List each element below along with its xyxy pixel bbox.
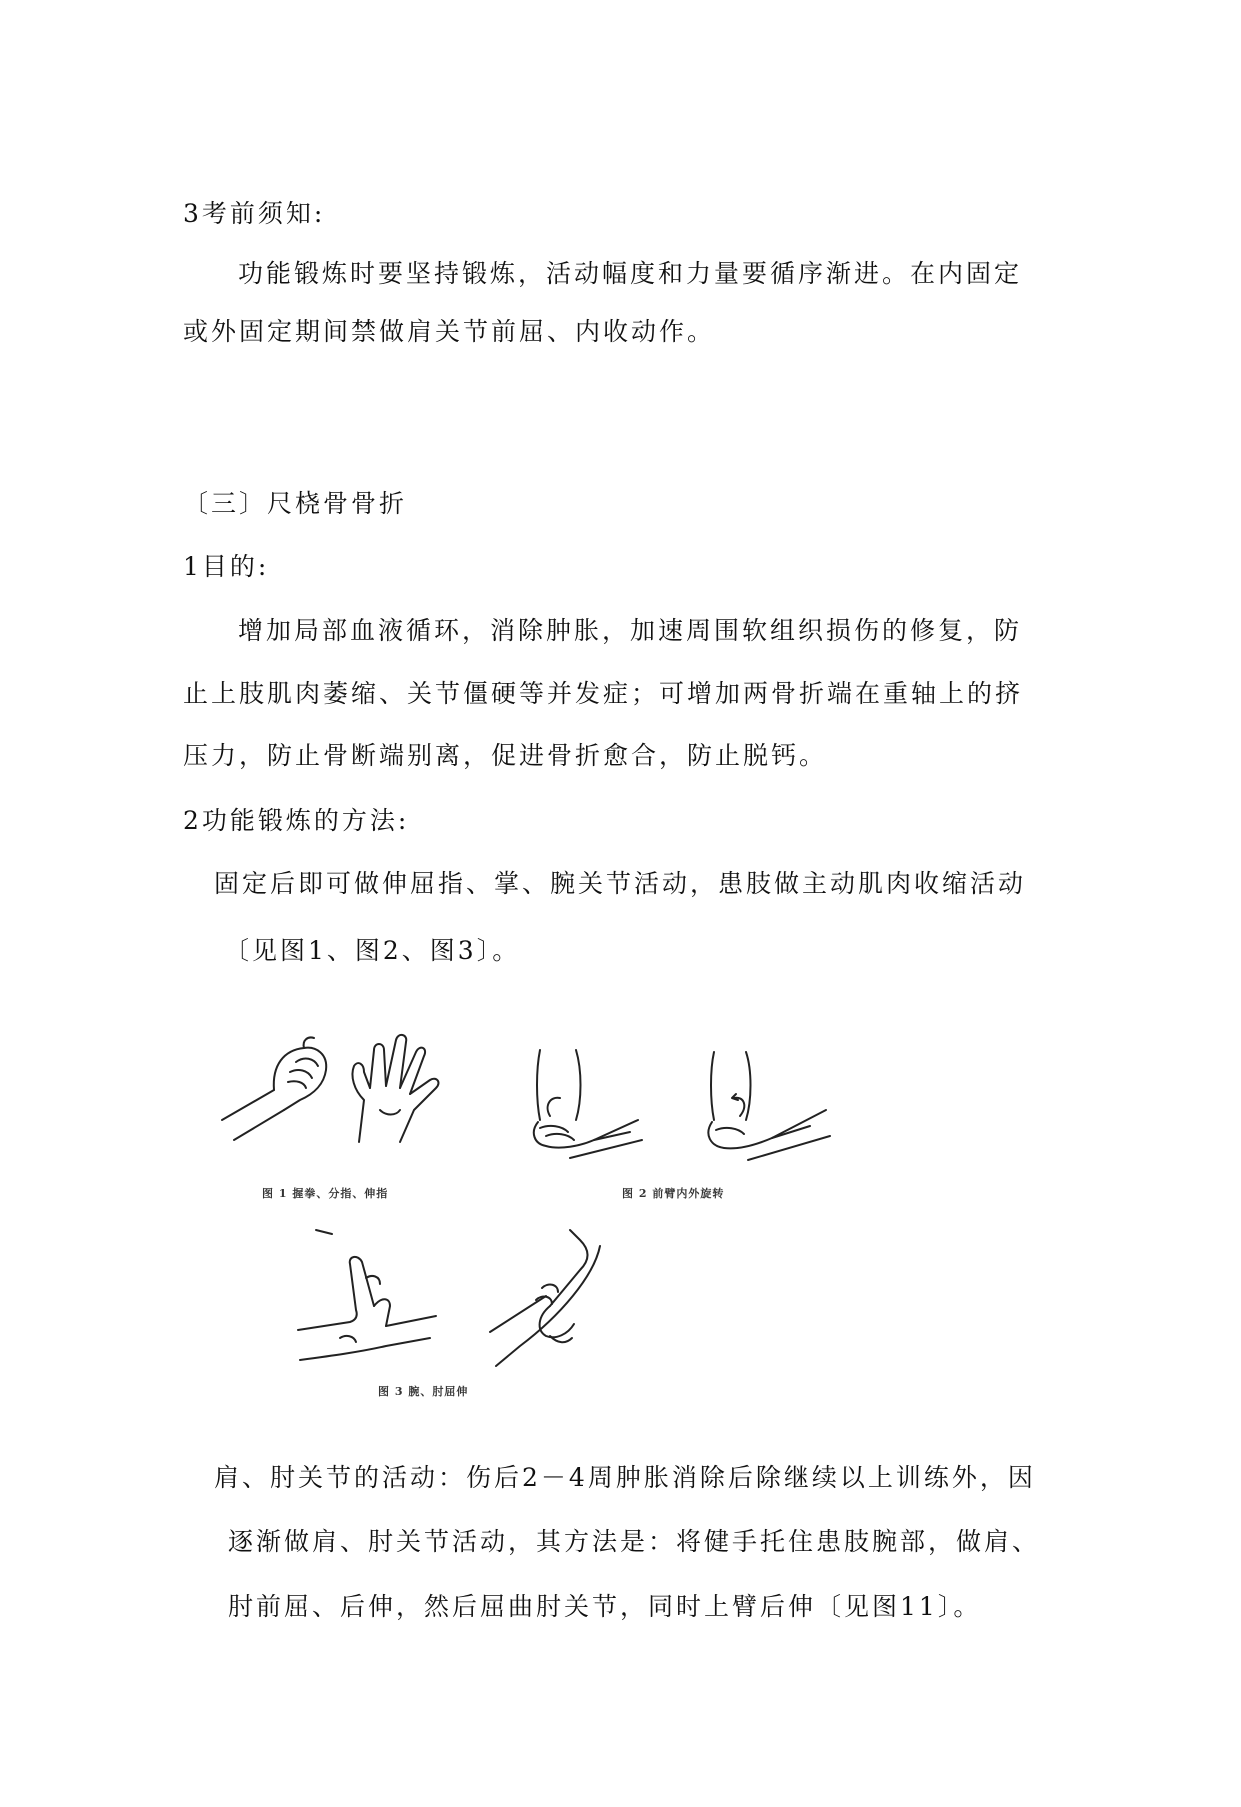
paragraph-line: 〔见图1、图2、图3〕。 <box>224 936 521 965</box>
paragraph-line: 止上肢肌肉萎缩、关节僵硬等并发症；可增加两骨折端在重轴上的挤 <box>183 679 1024 708</box>
figure-1-hand-exercise-illustration <box>204 1010 500 1170</box>
figure-3-wrist-elbow-illustration <box>290 1226 660 1376</box>
paragraph-line: 增加局部血液循环，消除肿胀，加速周围软组织损伤的修复，防 <box>238 616 1023 645</box>
figure-2-forearm-rotation-illustration <box>510 1040 856 1175</box>
paragraph-line: 肘前屈、后伸，然后屈曲肘关节，同时上臂后伸〔见图11〕。 <box>228 1592 982 1621</box>
figure-3-caption: 图 3 腕、肘屈伸 <box>378 1385 469 1398</box>
paragraph-line: 肩、肘关节的活动：伤后2－4周肿胀消除后除继续以上训练外，因 <box>214 1463 1036 1492</box>
section-heading-precautions: 3考前须知: <box>183 199 326 228</box>
figure-1-caption: 图 1 握拳、分指、伸指 <box>262 1187 389 1200</box>
section-heading-purpose: 1目的: <box>183 552 270 581</box>
paragraph-line: 逐渐做肩、肘关节活动，其方法是：将健手托住患肢腕部，做肩、 <box>228 1527 1041 1556</box>
figure-2-caption: 图 2 前臂内外旋转 <box>622 1187 725 1200</box>
paragraph-line: 或外固定期间禁做肩关节前屈、内收动作。 <box>183 317 716 346</box>
paragraph-line: 压力，防止骨断端别离，促进骨折愈合，防止脱钙。 <box>183 741 828 770</box>
chapter-title: 〔三〕尺桡骨骨折 <box>183 489 408 518</box>
paragraph-line: 功能锻炼时要坚持锻炼，活动幅度和力量要循序渐进。在内固定 <box>238 259 1023 288</box>
paragraph-line: 固定后即可做伸屈指、掌、腕关节活动，患肢做主动肌肉收缩活动 <box>214 869 1027 898</box>
section-heading-method: 2功能锻炼的方法: <box>183 806 410 835</box>
